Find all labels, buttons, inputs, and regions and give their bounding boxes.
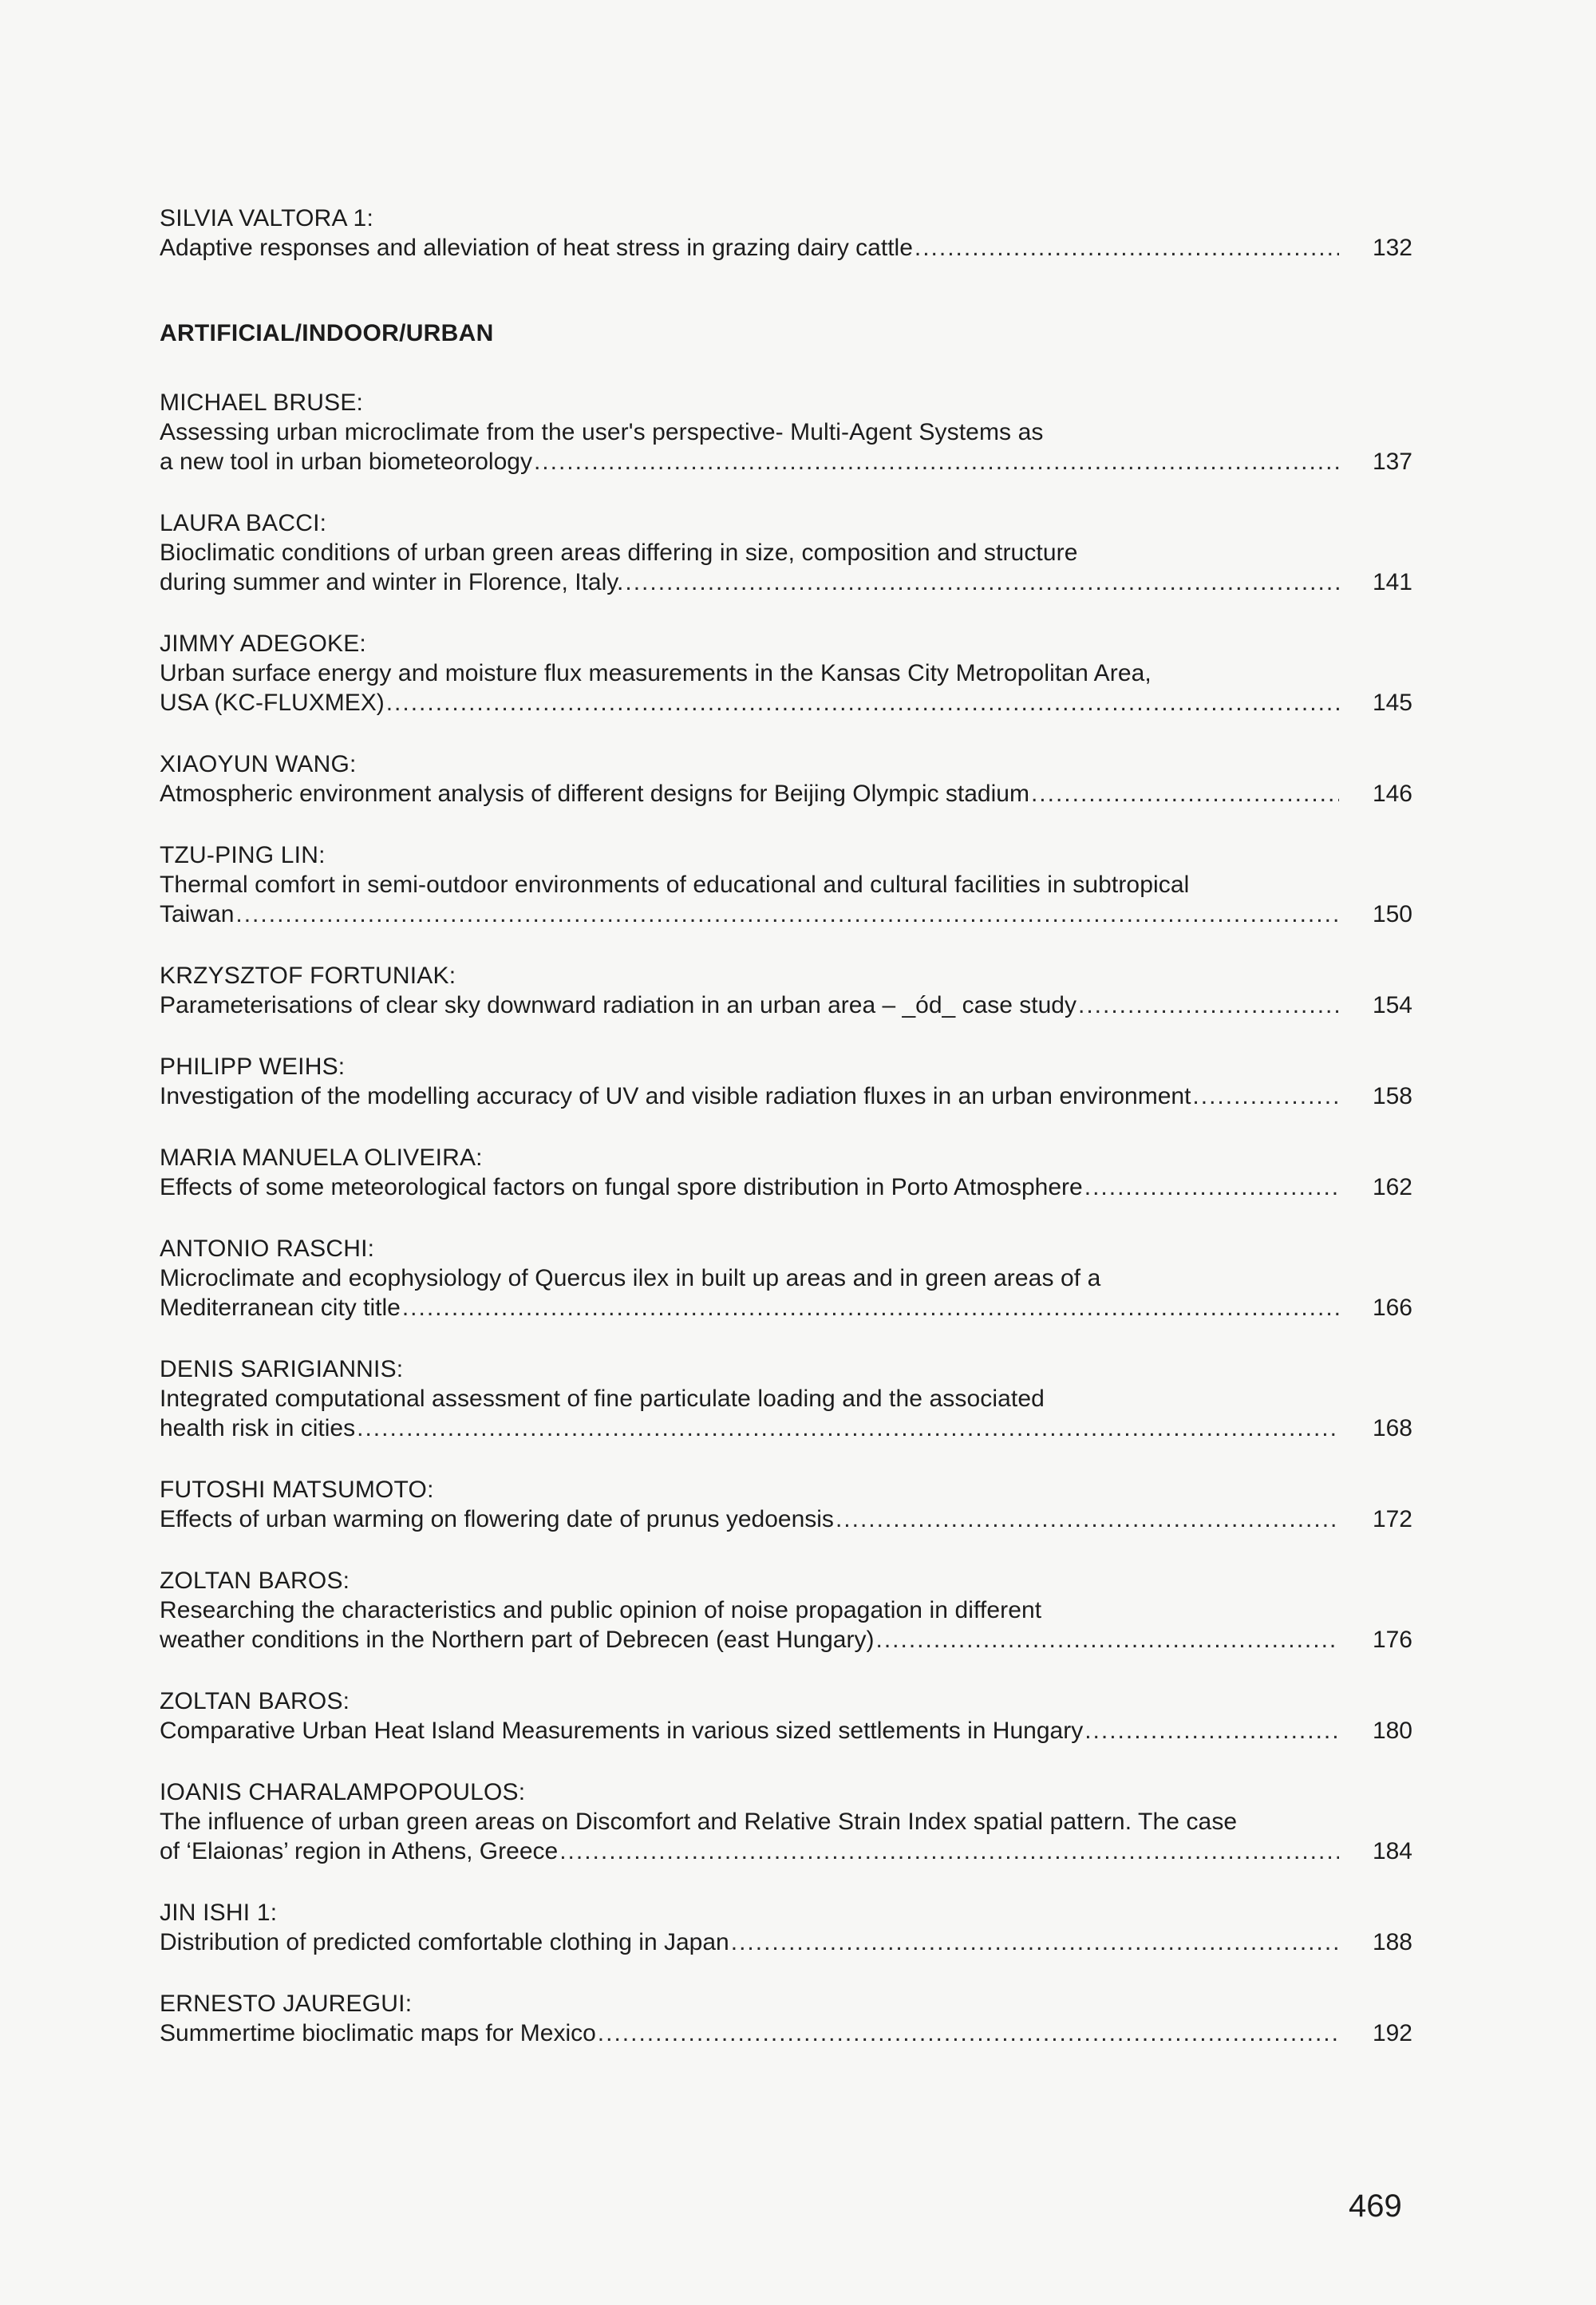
entry-title-text: Parameterisations of clear sky downward radiation in an urban area – _ód_ case study bbox=[160, 992, 1077, 1018]
toc-entry bbox=[160, 749, 1412, 809]
entry-page-number: 146 bbox=[1372, 781, 1412, 807]
entry-title-line: Urban surface energy and moisture flux measurements in the Kansas City Metropolitan Area, bbox=[160, 660, 1152, 686]
entry-author: JIN ISHI 1: bbox=[160, 1900, 278, 1926]
entry-page-number: 137 bbox=[1372, 449, 1412, 475]
entry-title-text: during summer and winter in Florence, Italy. bbox=[160, 569, 624, 595]
entry-author: IOANIS CHARALAMPOPOULOS: bbox=[160, 1779, 526, 1805]
entry-page-number: 162 bbox=[1372, 1174, 1412, 1200]
dot-leader bbox=[357, 1413, 1339, 1443]
entry-title-last-line bbox=[160, 567, 1412, 597]
entry-title-last-line bbox=[160, 1413, 1412, 1443]
entry-title-last-line bbox=[160, 1625, 1412, 1655]
toc-entry bbox=[160, 204, 1412, 263]
entry-page-number: 188 bbox=[1372, 1929, 1412, 1955]
entry-title-text: Investigation of the modelling accuracy of UV and visible radiation fluxes in an urban environment bbox=[160, 1083, 1191, 1109]
dot-leader bbox=[1031, 779, 1339, 809]
entry-title-line: Thermal comfort in semi-outdoor environments of educational and cultural facilities in subtropical bbox=[160, 872, 1190, 898]
toc-entry bbox=[160, 1989, 1412, 2048]
entry-author: MARIA MANUELA OLIVEIRA: bbox=[160, 1145, 483, 1171]
entry-title-last-line bbox=[160, 1716, 1412, 1746]
entry-title-last-line bbox=[160, 779, 1412, 809]
entry-title-last-line bbox=[160, 1293, 1412, 1323]
entry-page-number: 154 bbox=[1372, 992, 1412, 1018]
entry-page-number: 176 bbox=[1372, 1627, 1412, 1653]
entry-title-text: of ‘Elaionas’ region in Athens, Greece bbox=[160, 1838, 559, 1864]
dot-leader bbox=[559, 1836, 1339, 1866]
entry-title-text: Atmospheric environment analysis of different designs for Beijing Olympic stadium bbox=[160, 781, 1029, 807]
toc-entry bbox=[160, 1234, 1412, 1323]
dot-leader bbox=[875, 1625, 1338, 1655]
entry-page-number: 184 bbox=[1372, 1838, 1412, 1864]
entry-title-last-line bbox=[160, 1836, 1412, 1866]
entry-title-line: Researching the characteristics and public opinion of noise propagation in different bbox=[160, 1597, 1042, 1623]
page-number: 469 bbox=[1349, 2188, 1402, 2224]
entry-title-text: USA (KC-FLUXMEX) bbox=[160, 690, 385, 716]
entry-title-text: weather conditions in the Northern part of Debrecen (east Hungary) bbox=[160, 1627, 875, 1653]
entry-title-line: Bioclimatic conditions of urban green areas differing in size, composition and structure bbox=[160, 540, 1078, 566]
entry-title-line: Assessing urban microclimate from the user's perspective- Multi-Agent Systems as bbox=[160, 419, 1044, 445]
entry-title-text: Effects of some meteorological factors on fungal spore distribution in Porto Atmosphere bbox=[160, 1174, 1083, 1200]
dot-leader bbox=[915, 233, 1339, 263]
toc-entry bbox=[160, 1354, 1412, 1443]
toc-entry bbox=[160, 388, 1412, 476]
entry-title-text: Effects of urban warming on flowering date of prunus yedoensis bbox=[160, 1506, 834, 1532]
entry-title-last-line bbox=[160, 1081, 1412, 1111]
toc-entry bbox=[160, 629, 1412, 718]
toc-entry bbox=[160, 1052, 1412, 1111]
entry-page-number: 150 bbox=[1372, 901, 1412, 927]
entry-title-text: Summertime bioclimatic maps for Mexico bbox=[160, 2020, 596, 2046]
toc-entry bbox=[160, 1777, 1412, 1866]
entry-title-last-line bbox=[160, 1172, 1412, 1202]
entry-title-text: Adaptive responses and alleviation of heat stress in grazing dairy cattle bbox=[160, 235, 913, 261]
entry-title-last-line bbox=[160, 899, 1412, 929]
entry-author: XIAOYUN WANG: bbox=[160, 751, 357, 777]
dot-leader bbox=[402, 1293, 1339, 1323]
toc-entry bbox=[160, 961, 1412, 1020]
toc-entry bbox=[160, 1898, 1412, 1957]
dot-leader bbox=[1078, 990, 1339, 1020]
entry-author: FUTOSHI MATSUMOTO: bbox=[160, 1477, 434, 1503]
dot-leader bbox=[1084, 1716, 1339, 1746]
entry-title-last-line bbox=[160, 688, 1412, 718]
entry-page-number: 145 bbox=[1372, 690, 1412, 716]
entry-title-line: Integrated computational assessment of fine particulate loading and the associated bbox=[160, 1386, 1045, 1412]
toc-entry-list bbox=[160, 388, 1412, 2048]
entry-author: LAURA BACCI: bbox=[160, 510, 327, 536]
entry-page-number: 141 bbox=[1372, 569, 1412, 595]
dot-leader bbox=[1084, 1172, 1339, 1202]
entry-author: ERNESTO JAUREGUI: bbox=[160, 1991, 413, 2017]
dot-leader bbox=[625, 567, 1339, 597]
toc-entry bbox=[160, 1686, 1412, 1746]
entry-author: DENIS SARIGIANNIS: bbox=[160, 1356, 404, 1382]
entry-title-text: health risk in cities bbox=[160, 1415, 356, 1441]
entry-author: KRZYSZTOF FORTUNIAK: bbox=[160, 963, 456, 989]
entry-author: ZOLTAN BAROS: bbox=[160, 1568, 350, 1594]
entry-page-number: 168 bbox=[1372, 1415, 1412, 1441]
dot-leader bbox=[386, 688, 1339, 718]
entry-author: ANTONIO RASCHI: bbox=[160, 1236, 375, 1262]
toc-entry bbox=[160, 508, 1412, 597]
entry-page-number: 180 bbox=[1372, 1718, 1412, 1744]
dot-leader bbox=[836, 1504, 1339, 1534]
dot-leader bbox=[534, 447, 1339, 476]
entry-author: SILVIA VALTORA 1: bbox=[160, 205, 373, 231]
section-heading: ARTIFICIAL/INDOOR/URBAN bbox=[160, 320, 494, 346]
entry-page-number: 172 bbox=[1372, 1506, 1412, 1532]
entry-title-text: Distribution of predicted comfortable clothing in Japan bbox=[160, 1929, 729, 1955]
entry-author: ZOLTAN BAROS: bbox=[160, 1688, 350, 1714]
entry-title-line: The influence of urban green areas on Discomfort and Relative Strain Index spatial pattern. The case bbox=[160, 1809, 1238, 1835]
dot-leader bbox=[235, 899, 1339, 929]
toc-entry bbox=[160, 1475, 1412, 1534]
entry-title-text: Comparative Urban Heat Island Measurements in various sized settlements in Hungary bbox=[160, 1718, 1084, 1744]
toc-entry bbox=[160, 1143, 1412, 1202]
entry-title-last-line bbox=[160, 990, 1412, 1020]
dot-leader bbox=[731, 1927, 1339, 1957]
entry-page-number: 132 bbox=[1372, 235, 1412, 261]
entry-page-number: 192 bbox=[1372, 2020, 1412, 2046]
entry-author: MICHAEL BRUSE: bbox=[160, 389, 364, 416]
entry-title-text: Taiwan bbox=[160, 901, 235, 927]
entry-author: PHILIPP WEIHS: bbox=[160, 1054, 346, 1080]
entry-title-line: Microclimate and ecophysiology of Quercus ilex in built up areas and in green areas of a bbox=[160, 1265, 1101, 1291]
entry-title-text: Mediterranean city title bbox=[160, 1295, 401, 1321]
entry-title-last-line bbox=[160, 2018, 1412, 2048]
entry-author: JIMMY ADEGOKE: bbox=[160, 631, 366, 657]
entry-page-number: 158 bbox=[1372, 1083, 1412, 1109]
table-of-contents bbox=[160, 204, 1412, 2080]
entry-title-text: a new tool in urban biometeorology bbox=[160, 449, 532, 475]
dot-leader bbox=[1192, 1081, 1339, 1111]
entry-title-last-line bbox=[160, 233, 1412, 263]
toc-entry bbox=[160, 1566, 1412, 1655]
entry-title-last-line bbox=[160, 447, 1412, 476]
dot-leader bbox=[598, 2018, 1339, 2048]
toc-entry bbox=[160, 840, 1412, 929]
entry-page-number: 166 bbox=[1372, 1295, 1412, 1321]
entry-title-last-line bbox=[160, 1927, 1412, 1957]
entry-author: TZU-PING LIN: bbox=[160, 842, 326, 868]
entry-title-last-line bbox=[160, 1504, 1412, 1534]
